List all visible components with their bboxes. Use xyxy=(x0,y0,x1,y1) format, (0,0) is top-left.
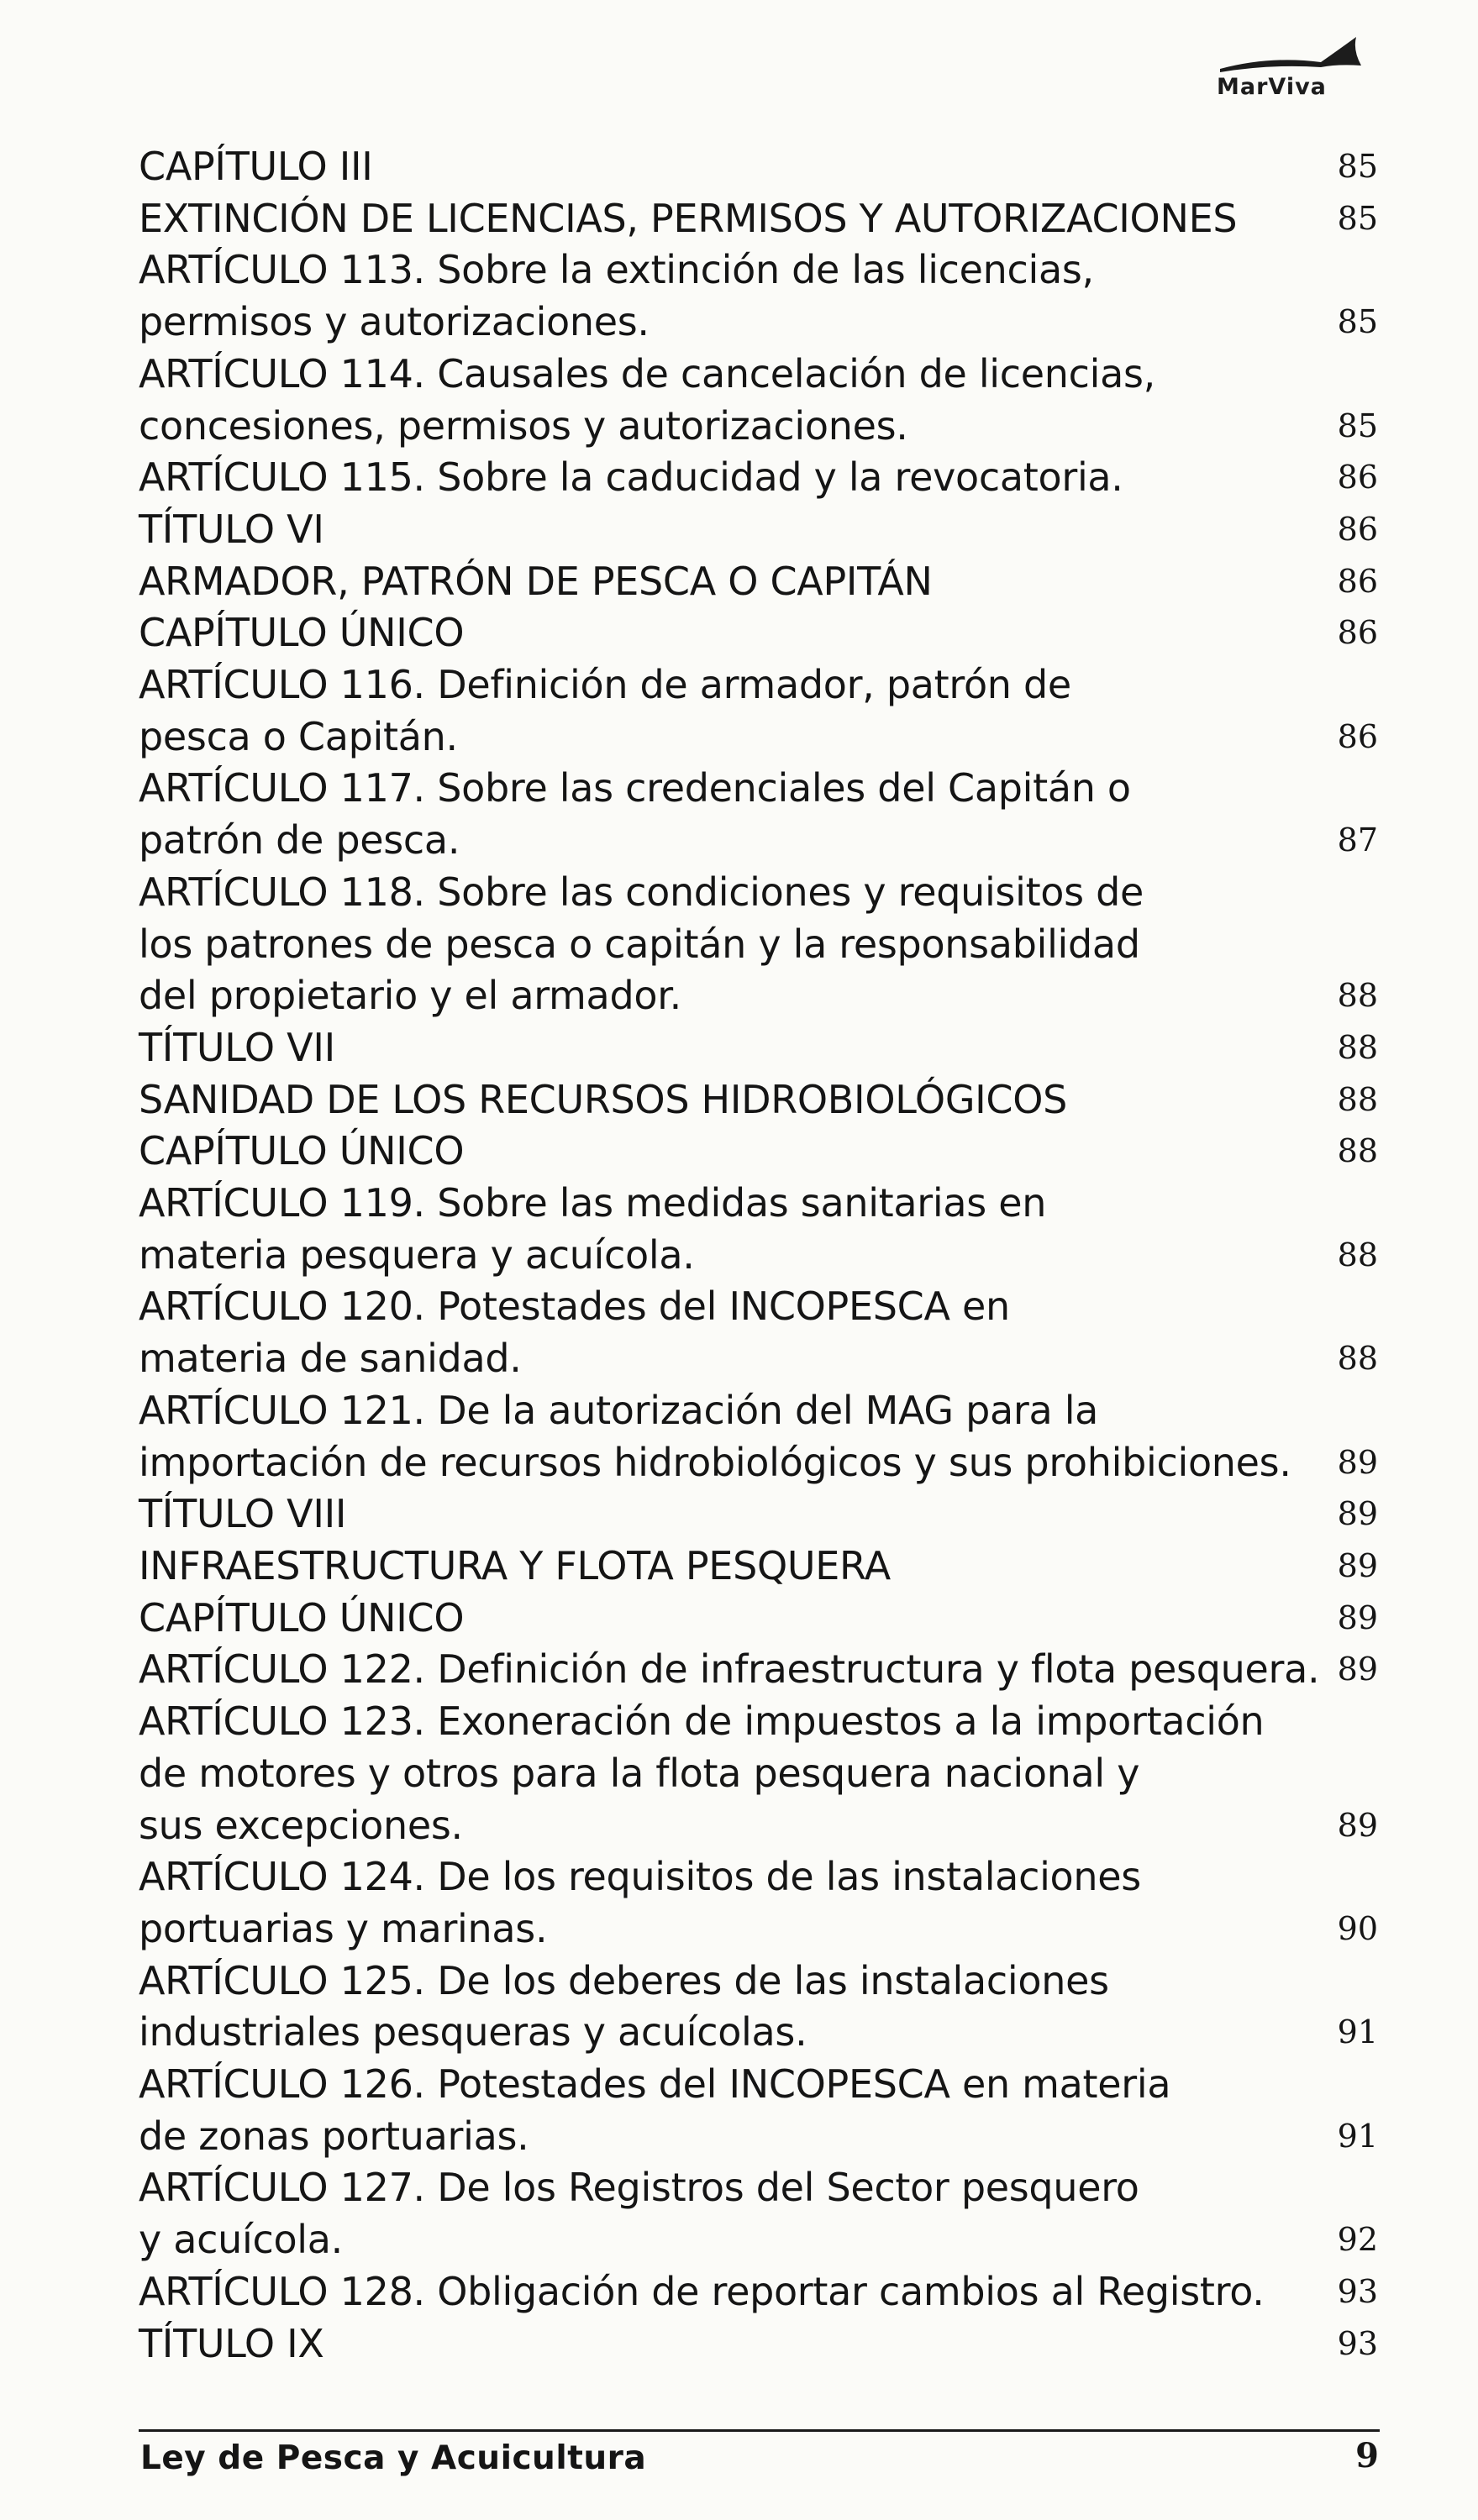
toc-entry xyxy=(139,2318,1378,2370)
toc-entry xyxy=(139,1281,1378,1384)
toc-entry xyxy=(139,867,1378,1022)
toc-page-number: 86 xyxy=(1337,510,1378,548)
toc-page-number: 88 xyxy=(1337,1028,1378,1066)
toc-page-number: 93 xyxy=(1337,2324,1378,2362)
toc-entry xyxy=(139,1488,1378,1541)
toc-entry-text: ARMADOR, PATRÓN DE PESCA O CAPITÁN xyxy=(139,558,933,604)
toc-page-number: 86 xyxy=(1337,459,1378,496)
footer-page-number: 9 xyxy=(1355,2436,1379,2475)
toc-entry-text: y acuícola. xyxy=(139,2217,343,2263)
toc-page-number: 91 xyxy=(1337,2013,1378,2051)
toc-entry-text: concesiones, permisos y autorizaciones. xyxy=(139,402,908,449)
toc-page-number: 86 xyxy=(1337,614,1378,652)
toc-page-number: 86 xyxy=(1337,717,1378,755)
toc-entry-text: permisos y autorizaciones. xyxy=(139,299,650,345)
toc-entry-text: del propietario y el armador. xyxy=(139,973,681,1019)
toc-page-number: 88 xyxy=(1337,1236,1378,1273)
toc-entry-text: los patrones de pesca o capitán y la responsabilidad xyxy=(139,921,1140,967)
toc-entry-text: ARTÍCULO 128. Obligación de reportar cambios al Registro. xyxy=(139,2268,1265,2314)
toc-entry-text: ARTÍCULO 114. Causales de cancelación de licencias, xyxy=(139,350,1155,396)
toc-entry-text: ARTÍCULO 126. Potestades del INCOPESCA en materia xyxy=(139,2061,1171,2108)
toc-entry-text: sus excepciones. xyxy=(139,1802,463,1848)
toc-entry xyxy=(139,659,1378,763)
toc-entry xyxy=(139,141,1378,193)
logo-wordmark: MarViva xyxy=(1217,74,1327,100)
toc-entry-text: industriales pesqueras y acuícolas. xyxy=(139,2009,807,2055)
toc-page-number: 87 xyxy=(1337,822,1378,859)
toc-page-number: 89 xyxy=(1337,1443,1378,1481)
toc-entry xyxy=(139,1022,1378,1074)
toc-entry-text: de zonas portuarias. xyxy=(139,2113,529,2159)
toc-entry xyxy=(139,193,1378,245)
toc-page-number: 93 xyxy=(1337,2272,1378,2310)
toc-entry-text: ARTÍCULO 123. Exoneración de impuestos a la importación xyxy=(139,1698,1265,1745)
toc-page-number: 92 xyxy=(1337,2221,1378,2259)
toc-entry-text: pesca o Capitán. xyxy=(139,713,458,759)
toc-entry xyxy=(139,504,1378,556)
toc-entry-text: TÍTULO VI xyxy=(139,506,324,552)
toc-page-number: 88 xyxy=(1337,1080,1378,1118)
wave-fin-icon xyxy=(1212,25,1380,76)
toc-page-number: 89 xyxy=(1337,1651,1378,1688)
toc-entry-text: ARTÍCULO 122. Definición de infraestructura y flota pesquera. xyxy=(139,1646,1320,1693)
footer-divider xyxy=(139,2429,1380,2432)
toc-entry-text: CAPÍTULO III xyxy=(139,144,373,189)
toc-entry xyxy=(139,1385,1378,1488)
toc-entry xyxy=(139,2059,1378,2162)
toc-entry-text: portuarias y marinas. xyxy=(139,1905,548,1951)
toc-entry-text: ARTÍCULO 113. Sobre la extinción de las licencias, xyxy=(139,247,1094,293)
toc-entry-text: SANIDAD DE LOS RECURSOS HIDROBIOLÓGICOS xyxy=(139,1076,1068,1122)
toc-entry xyxy=(139,763,1378,866)
toc-entry-text: ARTÍCULO 116. Definición de armador, patrón de xyxy=(139,662,1071,708)
footer-book-title: Ley de Pesca y Acuicultura xyxy=(140,2439,647,2477)
toc-entry-text: de motores y otros para la flota pesquera nacional y xyxy=(139,1750,1140,1796)
toc-page-number: 85 xyxy=(1337,303,1378,341)
toc-page-number: 85 xyxy=(1337,148,1378,185)
toc-page-number: 90 xyxy=(1337,1909,1378,1947)
toc-page-number: 89 xyxy=(1337,1806,1378,1844)
toc-entry-text: EXTINCIÓN DE LICENCIAS, PERMISOS Y AUTORIZACIONES xyxy=(139,195,1238,241)
toc-entry-text: CAPÍTULO ÚNICO xyxy=(139,1128,465,1174)
toc-entry-text: TÍTULO IX xyxy=(139,2320,324,2366)
toc-page-number: 86 xyxy=(1337,562,1378,600)
toc-page-number: 88 xyxy=(1337,1340,1378,1378)
toc-entry-text: ARTÍCULO 119. Sobre las medidas sanitarias en xyxy=(139,1180,1047,1226)
toc-entry xyxy=(139,2266,1378,2318)
toc-entry-text: TÍTULO VIII xyxy=(139,1491,347,1537)
table-of-contents xyxy=(139,141,1378,2370)
toc-entry xyxy=(139,349,1378,452)
toc-entry-text: CAPÍTULO ÚNICO xyxy=(139,1594,465,1641)
toc-entry xyxy=(139,1956,1378,2059)
toc-entry-text: INFRAESTRUCTURA Y FLOTA PESQUERA xyxy=(139,1542,891,1588)
toc-page-number: 89 xyxy=(1337,1599,1378,1636)
toc-entry xyxy=(139,452,1378,504)
toc-entry-text: ARTÍCULO 127. De los Registros del Sector pesquero xyxy=(139,2165,1139,2211)
toc-entry-text: CAPÍTULO ÚNICO xyxy=(139,610,465,656)
toc-entry-text: ARTÍCULO 117. Sobre las credenciales del Capitán o xyxy=(139,765,1131,811)
toc-entry-text: ARTÍCULO 120. Potestades del INCOPESCA en xyxy=(139,1284,1010,1330)
toc-entry-text: ARTÍCULO 125. De los deberes de las instalaciones xyxy=(139,1957,1109,2003)
toc-entry-text: ARTÍCULO 118. Sobre las condiciones y requisitos de xyxy=(139,869,1144,915)
toc-entry-text: TÍTULO VII xyxy=(139,1024,335,1070)
toc-page-number: 89 xyxy=(1337,1546,1378,1584)
toc-entry xyxy=(139,1541,1378,1593)
toc-entry-text: importación de recursos hidrobiológicos y sus prohibiciones. xyxy=(139,1439,1291,1485)
toc-entry xyxy=(139,556,1378,608)
toc-entry xyxy=(139,1126,1378,1178)
toc-entry-text: materia de sanidad. xyxy=(139,1336,522,1382)
toc-entry xyxy=(139,1644,1378,1696)
toc-page-number: 88 xyxy=(1337,1132,1378,1170)
toc-page-number: 89 xyxy=(1337,1495,1378,1533)
toc-entry-text: ARTÍCULO 121. De la autorización del MAG para la xyxy=(139,1387,1099,1433)
toc-entry xyxy=(139,1851,1378,1955)
toc-entry-text: ARTÍCULO 124. De los requisitos de las instalaciones xyxy=(139,1854,1141,1900)
toc-entry xyxy=(139,1696,1378,1851)
toc-entry-text: materia pesquera y acuícola. xyxy=(139,1231,695,1278)
toc-entry-text: patrón de pesca. xyxy=(139,817,460,864)
toc-page-number: 91 xyxy=(1337,2117,1378,2155)
toc-entry-text: ARTÍCULO 115. Sobre la caducidad y la revocatoria. xyxy=(139,454,1123,501)
toc-page-number: 85 xyxy=(1337,199,1378,237)
toc-entry xyxy=(139,1178,1378,1281)
toc-entry xyxy=(139,607,1378,659)
toc-entry xyxy=(139,2162,1378,2265)
toc-entry xyxy=(139,244,1378,348)
toc-entry xyxy=(139,1074,1378,1126)
toc-page-number: 88 xyxy=(1337,977,1378,1015)
marviva-logo xyxy=(1212,25,1380,109)
toc-page-number: 85 xyxy=(1337,407,1378,444)
toc-entry xyxy=(139,1593,1378,1645)
